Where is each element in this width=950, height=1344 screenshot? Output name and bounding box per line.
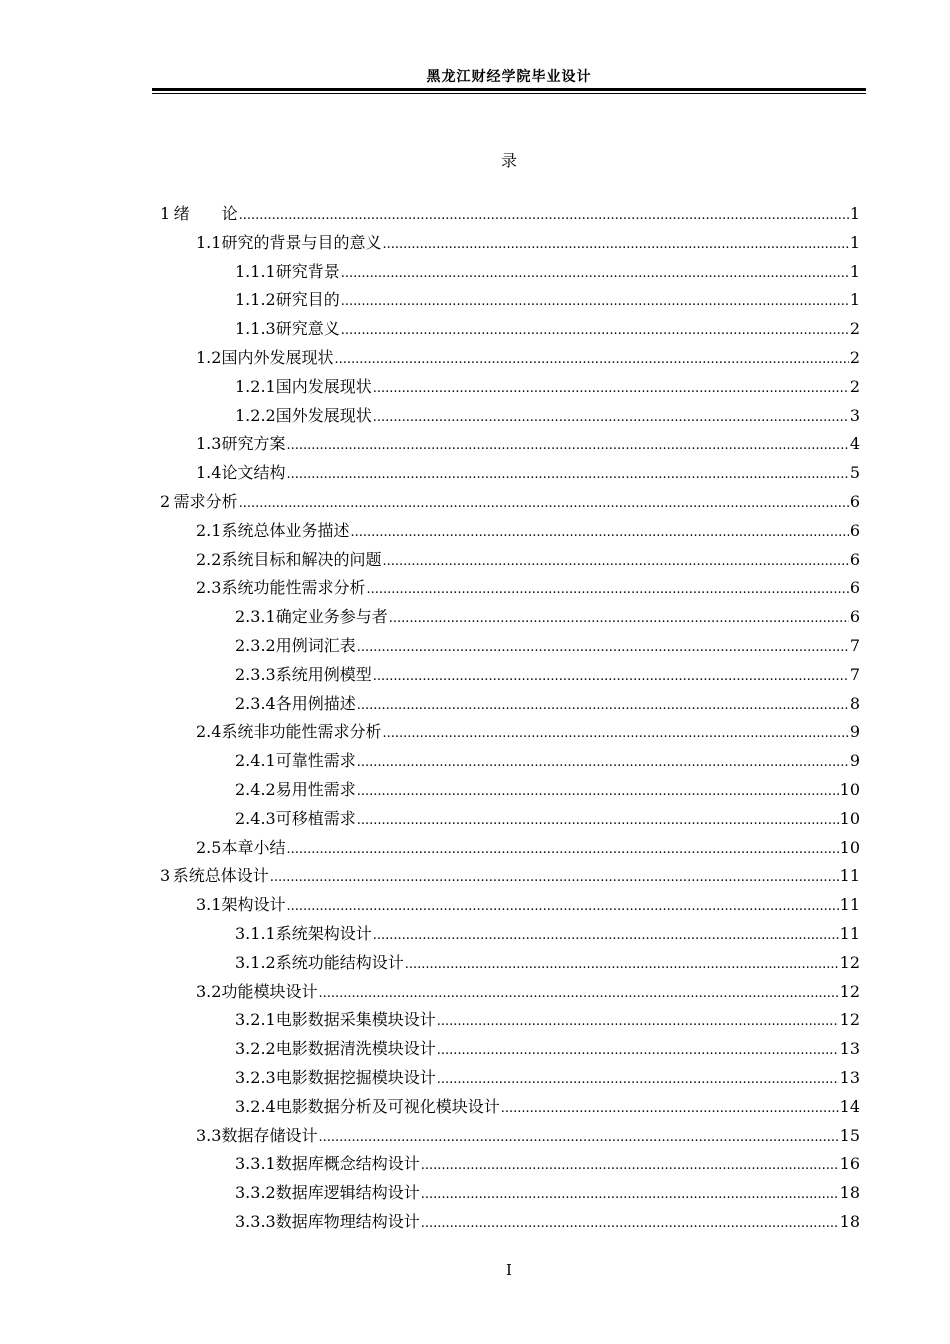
toc-entry[interactable] bbox=[0, 370, 950, 399]
toc-entry-title: 系统非功能性需求分析 bbox=[221, 722, 382, 742]
toc-entry-title: 国内发展现状 bbox=[275, 376, 372, 396]
toc-entry-title: 需求分析 bbox=[173, 491, 238, 511]
toc-entry-page: 12 bbox=[839, 1010, 860, 1030]
toc-entry-number: 2.4.3 bbox=[235, 808, 276, 828]
toc-dot-leader bbox=[382, 233, 848, 252]
toc-entry-title: 系统总体设计 bbox=[172, 866, 269, 886]
toc-entry-number: 3.3.1 bbox=[235, 1154, 276, 1174]
toc-entry[interactable] bbox=[0, 543, 950, 572]
toc-dot-leader bbox=[239, 204, 849, 223]
toc-entry-title: 研究背景 bbox=[275, 261, 340, 281]
toc-dot-leader bbox=[357, 780, 839, 799]
toc-entry-number: 2 bbox=[160, 491, 171, 511]
toc-entry-title: 易用性需求 bbox=[275, 779, 356, 799]
toc-entry[interactable] bbox=[0, 744, 950, 773]
toc-entry-title: 系统目标和解决的问题 bbox=[221, 549, 382, 569]
toc-entry[interactable] bbox=[0, 1003, 950, 1032]
toc-dot-leader bbox=[239, 492, 849, 511]
toc-entry-number: 3.3.3 bbox=[235, 1211, 276, 1231]
toc-entry-title: 确定业务参与者 bbox=[275, 607, 388, 627]
toc-entry-number: 1.3 bbox=[196, 434, 222, 454]
toc-entry-number: 1.1.3 bbox=[235, 319, 276, 339]
toc-entry-number: 3.2.4 bbox=[235, 1096, 276, 1116]
toc-dot-leader bbox=[270, 866, 839, 885]
toc-entry-page: 11 bbox=[839, 923, 860, 943]
toc-entry-title: 论文结构 bbox=[221, 463, 286, 483]
toc-entry[interactable] bbox=[0, 399, 950, 428]
toc-entry-number: 3.1.2 bbox=[235, 952, 276, 972]
toc-entry-page: 9 bbox=[849, 751, 860, 771]
toc-entry-page: 1 bbox=[849, 290, 860, 310]
toc-entry[interactable] bbox=[0, 312, 950, 341]
toc-entry-title: 研究目的 bbox=[275, 290, 340, 310]
toc-entry[interactable] bbox=[0, 283, 950, 312]
toc-entry-number: 3.2.2 bbox=[235, 1039, 276, 1059]
toc-entry-title: 数据库物理结构设计 bbox=[275, 1211, 420, 1231]
toc-dot-leader bbox=[373, 924, 839, 943]
header-rule-thick bbox=[152, 88, 866, 91]
toc-entry-page: 7 bbox=[849, 635, 860, 655]
toc-entry-page: 1 bbox=[849, 232, 860, 252]
toc-entry-title: 数据库逻辑结构设计 bbox=[275, 1183, 420, 1203]
toc-entry-title: 架构设计 bbox=[221, 895, 286, 915]
toc-entry-number: 2.5 bbox=[196, 837, 222, 857]
toc-entry-page: 10 bbox=[839, 779, 860, 799]
toc-dot-leader bbox=[334, 348, 848, 367]
toc-dot-leader bbox=[405, 953, 839, 972]
toc-entry[interactable] bbox=[0, 802, 950, 831]
toc-entry-number: 2.1 bbox=[196, 520, 222, 540]
toc-entry-number: 3.1 bbox=[196, 895, 222, 915]
toc-entry-page: 9 bbox=[849, 722, 860, 742]
toc-entry-page: 13 bbox=[839, 1067, 860, 1087]
toc-dot-leader bbox=[437, 1010, 839, 1029]
toc-entry-title: 绪 论 bbox=[173, 204, 238, 223]
toc-entry-title: 研究方案 bbox=[221, 434, 286, 454]
toc-entry[interactable] bbox=[0, 888, 950, 917]
toc-entry-page: 10 bbox=[839, 808, 860, 828]
toc-entry[interactable] bbox=[0, 658, 950, 687]
toc-entry[interactable] bbox=[0, 197, 950, 226]
toc-entry-number: 2.3.2 bbox=[235, 635, 276, 655]
toc-entry-number: 2.3.3 bbox=[235, 664, 276, 684]
toc-entry-title: 系统总体业务描述 bbox=[221, 520, 350, 540]
toc-entry-number: 1.1 bbox=[196, 232, 222, 252]
toc-entry[interactable] bbox=[0, 773, 950, 802]
toc-entry-number: 2.2 bbox=[196, 549, 222, 569]
toc-entry[interactable] bbox=[0, 975, 950, 1004]
toc-dot-leader bbox=[373, 406, 849, 425]
toc-entry[interactable] bbox=[0, 687, 950, 716]
toc-entry-page: 18 bbox=[839, 1183, 860, 1203]
toc-dot-leader bbox=[382, 722, 848, 741]
toc-dot-leader bbox=[421, 1154, 839, 1173]
toc-entry-page: 8 bbox=[849, 693, 860, 713]
toc-entry-number: 3 bbox=[160, 866, 171, 886]
toc-entry-number: 1.2 bbox=[196, 347, 222, 367]
page-number: I bbox=[506, 1261, 512, 1279]
toc-entry-page: 2 bbox=[849, 376, 860, 396]
toc-entry[interactable] bbox=[0, 1147, 950, 1176]
toc-entry-page: 3 bbox=[849, 405, 860, 425]
toc-dot-leader bbox=[318, 982, 838, 1001]
toc-entry-page: 15 bbox=[839, 1125, 860, 1145]
toc-entry[interactable] bbox=[0, 1176, 950, 1205]
toc-dot-leader bbox=[382, 550, 848, 569]
page-header: 黑龙江财经学院毕业设计 bbox=[426, 69, 592, 85]
toc-entry[interactable] bbox=[0, 226, 950, 255]
toc-entry-page: 6 bbox=[849, 578, 860, 598]
toc-dot-leader bbox=[341, 290, 849, 309]
toc-entry[interactable] bbox=[0, 859, 950, 888]
toc-entry[interactable] bbox=[0, 1032, 950, 1061]
toc-dot-leader bbox=[421, 1212, 839, 1231]
toc-entry-title: 可移植需求 bbox=[275, 808, 356, 828]
toc-entry-title: 系统架构设计 bbox=[275, 923, 372, 943]
toc-dot-leader bbox=[373, 665, 849, 684]
toc-entry-page: 12 bbox=[839, 952, 860, 972]
toc-entry-page: 16 bbox=[839, 1154, 860, 1174]
toc-entry[interactable] bbox=[0, 485, 950, 514]
toc-entry-page: 18 bbox=[839, 1211, 860, 1231]
toc-dot-leader bbox=[350, 521, 848, 540]
toc-dot-leader bbox=[341, 262, 849, 281]
toc-entry[interactable] bbox=[0, 946, 950, 975]
toc-entry[interactable] bbox=[0, 600, 950, 629]
toc-entry-title: 电影数据分析及可视化模块设计 bbox=[275, 1096, 500, 1116]
toc-dot-leader bbox=[437, 1039, 839, 1058]
toc-entry-title: 数据库概念结构设计 bbox=[275, 1154, 420, 1174]
toc-dot-leader bbox=[286, 838, 838, 857]
toc-entry-number: 3.2 bbox=[196, 981, 222, 1001]
toc-entry-page: 2 bbox=[849, 347, 860, 367]
toc-entry-title: 功能模块设计 bbox=[221, 981, 318, 1001]
toc-entry-number: 3.3.2 bbox=[235, 1183, 276, 1203]
toc-entry-number: 3.1.1 bbox=[235, 923, 276, 943]
toc-entry-number: 2.3 bbox=[196, 578, 222, 598]
toc-entry[interactable] bbox=[0, 255, 950, 284]
toc-dot-leader bbox=[357, 751, 849, 770]
toc-entry-title: 电影数据挖掘模块设计 bbox=[275, 1067, 436, 1087]
toc-entry[interactable] bbox=[0, 514, 950, 543]
toc-entry-page: 11 bbox=[839, 866, 860, 886]
toc-entry[interactable] bbox=[0, 917, 950, 946]
toc-entry-number: 1.2.2 bbox=[235, 405, 276, 425]
toc-entry-page: 13 bbox=[839, 1039, 860, 1059]
toc-title: 录 bbox=[500, 151, 517, 170]
toc-entry[interactable] bbox=[0, 1061, 950, 1090]
toc-entry[interactable] bbox=[0, 831, 950, 860]
toc-entry-number: 1.1.2 bbox=[235, 290, 276, 310]
toc-entry-title: 国外发展现状 bbox=[275, 405, 372, 425]
toc-entry-page: 5 bbox=[849, 463, 860, 483]
toc-entry-page: 1 bbox=[849, 204, 860, 223]
toc-dot-leader bbox=[421, 1183, 839, 1202]
toc-entry-page: 14 bbox=[839, 1096, 860, 1116]
toc-entry-title: 系统用例模型 bbox=[275, 664, 372, 684]
toc-dot-leader bbox=[357, 694, 849, 713]
toc-entry-number: 2.4.1 bbox=[235, 751, 276, 771]
toc-dot-leader bbox=[286, 463, 848, 482]
toc-entry-number: 1 bbox=[160, 204, 171, 223]
toc-entry[interactable] bbox=[0, 629, 950, 658]
toc-entry[interactable] bbox=[0, 571, 950, 600]
toc-entry-number: 3.3 bbox=[196, 1125, 222, 1145]
toc-dot-leader bbox=[357, 809, 839, 828]
toc-entry-title: 本章小结 bbox=[221, 837, 286, 857]
toc-entry[interactable] bbox=[0, 427, 950, 456]
toc-dot-leader bbox=[286, 895, 838, 914]
toc-entry-number: 3.2.3 bbox=[235, 1067, 276, 1087]
toc-entry-title: 可靠性需求 bbox=[275, 751, 356, 771]
toc-dot-leader bbox=[389, 607, 849, 626]
toc-dot-leader bbox=[501, 1097, 839, 1116]
toc-entry-number: 3.2.1 bbox=[235, 1010, 276, 1030]
toc-entry-title: 电影数据清洗模块设计 bbox=[275, 1039, 436, 1059]
toc-entry-number: 1.1.1 bbox=[235, 261, 276, 281]
toc-entry-number: 1.2.1 bbox=[235, 376, 276, 396]
toc-entry-title: 各用例描述 bbox=[275, 693, 356, 713]
toc-entry-title: 国内外发展现状 bbox=[221, 347, 334, 367]
toc-dot-leader bbox=[286, 434, 848, 453]
toc-entry[interactable] bbox=[0, 456, 950, 485]
toc-entry-page: 2 bbox=[849, 319, 860, 339]
toc-entry[interactable] bbox=[0, 341, 950, 370]
toc-dot-leader bbox=[318, 1126, 838, 1145]
toc-entry[interactable] bbox=[0, 1090, 950, 1119]
toc-entry-page: 6 bbox=[849, 607, 860, 627]
toc-entry-number: 2.4 bbox=[196, 722, 222, 742]
toc-dot-leader bbox=[437, 1068, 839, 1087]
toc-entry-page: 12 bbox=[839, 981, 860, 1001]
toc-dot-leader bbox=[357, 636, 849, 655]
toc-entry-page: 6 bbox=[849, 520, 860, 540]
toc-dot-leader bbox=[373, 377, 849, 396]
toc-entry-page: 6 bbox=[849, 549, 860, 569]
toc-entry[interactable] bbox=[0, 1119, 950, 1148]
toc-entry-title: 电影数据采集模块设计 bbox=[275, 1010, 436, 1030]
toc-entry-page: 11 bbox=[839, 895, 860, 915]
toc-entry-title: 系统功能结构设计 bbox=[275, 952, 404, 972]
toc-entry-page: 4 bbox=[849, 434, 860, 454]
toc-entry[interactable] bbox=[0, 1205, 950, 1234]
toc-entry-number: 2.3.4 bbox=[235, 693, 276, 713]
table-of-contents bbox=[0, 197, 950, 1234]
toc-entry-page: 10 bbox=[839, 837, 860, 857]
toc-entry-page: 6 bbox=[849, 491, 860, 511]
toc-entry-number: 2.4.2 bbox=[235, 779, 276, 799]
toc-entry-title: 数据存储设计 bbox=[221, 1125, 318, 1145]
toc-dot-leader bbox=[341, 319, 849, 338]
toc-entry-page: 1 bbox=[849, 261, 860, 281]
toc-entry-title: 研究意义 bbox=[275, 319, 340, 339]
toc-entry-title: 系统功能性需求分析 bbox=[221, 578, 366, 598]
toc-entry-title: 用例词汇表 bbox=[275, 635, 356, 655]
header-rule-thin bbox=[152, 93, 866, 94]
toc-entry-page: 7 bbox=[849, 664, 860, 684]
toc-entry-number: 1.4 bbox=[196, 463, 222, 483]
toc-entry-title: 研究的背景与目的意义 bbox=[221, 232, 382, 252]
toc-entry[interactable] bbox=[0, 715, 950, 744]
toc-entry-number: 2.3.1 bbox=[235, 607, 276, 627]
toc-dot-leader bbox=[366, 578, 848, 597]
